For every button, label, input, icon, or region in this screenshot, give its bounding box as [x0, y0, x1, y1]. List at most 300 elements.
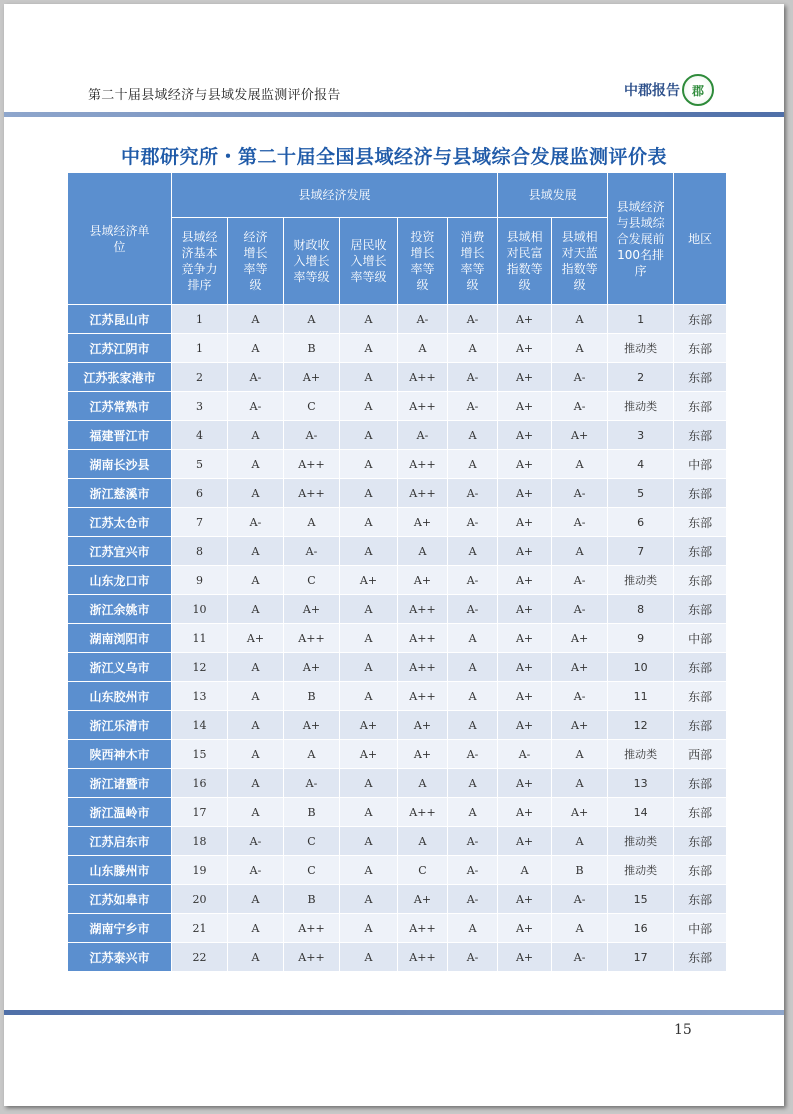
- cell-region: 东部: [674, 856, 727, 885]
- cell-econ: A: [228, 943, 284, 972]
- cell-invest: A+: [398, 566, 448, 595]
- cell-region: 东部: [674, 827, 727, 856]
- cell-econ: A: [228, 421, 284, 450]
- cell-econ: A: [228, 682, 284, 711]
- cell-econ: A: [228, 885, 284, 914]
- cell-fiscal: A: [284, 740, 340, 769]
- cell-consume: A-: [448, 595, 498, 624]
- header-sub-econ: 经济增长率等级: [228, 218, 284, 305]
- cell-rank: 7: [172, 508, 228, 537]
- cell-sky: A+: [552, 798, 608, 827]
- cell-rich: A+: [498, 334, 552, 363]
- cell-sky: B: [552, 856, 608, 885]
- cell-rich: A+: [498, 682, 552, 711]
- cell-region: 东部: [674, 595, 727, 624]
- cell-rich: A+: [498, 827, 552, 856]
- cell-unit: 山东龙口市: [68, 566, 172, 595]
- cell-region: 东部: [674, 334, 727, 363]
- header-group-dev: 县域发展: [498, 173, 608, 218]
- cell-unit: 山东胶州市: [68, 682, 172, 711]
- table-row: [68, 450, 727, 479]
- cell-consume: A: [448, 421, 498, 450]
- cell-top100: 13: [608, 769, 674, 798]
- table-row: [68, 508, 727, 537]
- cell-econ: A: [228, 740, 284, 769]
- table-row: [68, 914, 727, 943]
- table-row: [68, 740, 727, 769]
- cell-econ: A: [228, 305, 284, 334]
- cell-top100: 推动类: [608, 740, 674, 769]
- cell-econ: A-: [228, 363, 284, 392]
- cell-fiscal: A++: [284, 943, 340, 972]
- cell-unit: 浙江乐清市: [68, 711, 172, 740]
- cell-sky: A-: [552, 682, 608, 711]
- table-row: [68, 421, 727, 450]
- cell-econ: A: [228, 595, 284, 624]
- cell-income: A: [340, 450, 398, 479]
- cell-fiscal: A-: [284, 769, 340, 798]
- cell-rank: 22: [172, 943, 228, 972]
- cell-econ: A-: [228, 827, 284, 856]
- cell-rich: A+: [498, 537, 552, 566]
- cell-income: A+: [340, 566, 398, 595]
- cell-region: 东部: [674, 508, 727, 537]
- cell-unit: 浙江诸暨市: [68, 769, 172, 798]
- cell-econ: A: [228, 450, 284, 479]
- cell-consume: A: [448, 711, 498, 740]
- table-row: [68, 305, 727, 334]
- cell-econ: A: [228, 334, 284, 363]
- cell-econ: A+: [228, 624, 284, 653]
- cell-invest: A++: [398, 624, 448, 653]
- cell-unit: 江苏启东市: [68, 827, 172, 856]
- cell-invest: A++: [398, 943, 448, 972]
- cell-sky: A-: [552, 392, 608, 421]
- cell-consume: A: [448, 624, 498, 653]
- header-sub-rank: 县域经济基本竞争力排序: [172, 218, 228, 305]
- cell-region: 东部: [674, 537, 727, 566]
- cell-rich: A+: [498, 798, 552, 827]
- cell-rank: 12: [172, 653, 228, 682]
- cell-sky: A: [552, 740, 608, 769]
- cell-fiscal: A++: [284, 479, 340, 508]
- cell-sky: A-: [552, 595, 608, 624]
- table-row: [68, 392, 727, 421]
- cell-rich: A+: [498, 392, 552, 421]
- cell-consume: A-: [448, 363, 498, 392]
- cell-sky: A-: [552, 943, 608, 972]
- table-row: [68, 798, 727, 827]
- cell-invest: A++: [398, 392, 448, 421]
- cell-invest: A++: [398, 450, 448, 479]
- cell-econ: A: [228, 711, 284, 740]
- cell-econ: A: [228, 537, 284, 566]
- cell-income: A: [340, 914, 398, 943]
- cell-fiscal: A+: [284, 711, 340, 740]
- cell-region: 东部: [674, 566, 727, 595]
- cell-top100: 3: [608, 421, 674, 450]
- cell-unit: 浙江义乌市: [68, 653, 172, 682]
- cell-unit: 江苏太仓市: [68, 508, 172, 537]
- cell-income: A: [340, 856, 398, 885]
- cell-econ: A-: [228, 856, 284, 885]
- cell-consume: A-: [448, 740, 498, 769]
- cell-unit: 江苏张家港市: [68, 363, 172, 392]
- cell-consume: A-: [448, 827, 498, 856]
- cell-rich: A+: [498, 769, 552, 798]
- cell-unit: 江苏宜兴市: [68, 537, 172, 566]
- cell-invest: A: [398, 537, 448, 566]
- cell-consume: A-: [448, 479, 498, 508]
- cell-income: A: [340, 595, 398, 624]
- cell-invest: A++: [398, 798, 448, 827]
- cell-invest: A+: [398, 740, 448, 769]
- header-top100: 县域经济与县域综合发展前100名排序: [608, 173, 674, 305]
- cell-consume: A: [448, 653, 498, 682]
- cell-unit: 湖南浏阳市: [68, 624, 172, 653]
- header-unit: 县域经济单位: [68, 173, 172, 305]
- cell-rank: 6: [172, 479, 228, 508]
- cell-econ: A: [228, 769, 284, 798]
- cell-rank: 13: [172, 682, 228, 711]
- cell-region: 东部: [674, 682, 727, 711]
- cell-fiscal: C: [284, 827, 340, 856]
- cell-top100: 2: [608, 363, 674, 392]
- cell-top100: 15: [608, 885, 674, 914]
- cell-sky: A+: [552, 711, 608, 740]
- cell-rank: 5: [172, 450, 228, 479]
- header-region: 地区: [674, 173, 727, 305]
- cell-econ: A-: [228, 508, 284, 537]
- cell-sky: A+: [552, 653, 608, 682]
- table-row: [68, 334, 727, 363]
- cell-rich: A+: [498, 653, 552, 682]
- header-sub-sky: 县域相对天蓝指数等级: [552, 218, 608, 305]
- cell-rank: 21: [172, 914, 228, 943]
- cell-invest: A-: [398, 305, 448, 334]
- header-group-econ: 县域经济发展: [172, 173, 498, 218]
- cell-rich: A+: [498, 421, 552, 450]
- cell-sky: A-: [552, 885, 608, 914]
- cell-unit: 福建晋江市: [68, 421, 172, 450]
- cell-sky: A: [552, 537, 608, 566]
- cell-unit: 江苏昆山市: [68, 305, 172, 334]
- cell-rank: 15: [172, 740, 228, 769]
- header-sub-income: 居民收入增长率等级: [340, 218, 398, 305]
- cell-invest: C: [398, 856, 448, 885]
- cell-fiscal: A+: [284, 363, 340, 392]
- cell-sky: A-: [552, 363, 608, 392]
- table-row: [68, 943, 727, 972]
- footer-rule: [4, 1010, 784, 1015]
- cell-region: 东部: [674, 392, 727, 421]
- cell-region: 中部: [674, 450, 727, 479]
- logo-text: 中郡报告: [624, 83, 680, 99]
- cell-sky: A+: [552, 421, 608, 450]
- cell-fiscal: B: [284, 798, 340, 827]
- cell-consume: A-: [448, 943, 498, 972]
- cell-top100: 16: [608, 914, 674, 943]
- page-number: 15: [674, 1022, 692, 1038]
- cell-top100: 8: [608, 595, 674, 624]
- cell-consume: A-: [448, 856, 498, 885]
- cell-rich: A-: [498, 740, 552, 769]
- cell-invest: A++: [398, 479, 448, 508]
- table-row: [68, 537, 727, 566]
- cell-top100: 17: [608, 943, 674, 972]
- cell-sky: A: [552, 914, 608, 943]
- cell-rank: 10: [172, 595, 228, 624]
- cell-invest: A: [398, 827, 448, 856]
- cell-region: 中部: [674, 914, 727, 943]
- header-sub-invest: 投资增长率等级: [398, 218, 448, 305]
- cell-invest: A++: [398, 653, 448, 682]
- cell-sky: A: [552, 334, 608, 363]
- cell-rich: A+: [498, 914, 552, 943]
- cell-rich: A: [498, 856, 552, 885]
- cell-fiscal: A++: [284, 450, 340, 479]
- cell-top100: 10: [608, 653, 674, 682]
- cell-income: A: [340, 885, 398, 914]
- cell-income: A: [340, 479, 398, 508]
- cell-income: A: [340, 392, 398, 421]
- table-row: [68, 769, 727, 798]
- cell-rank: 1: [172, 305, 228, 334]
- cell-rank: 1: [172, 334, 228, 363]
- cell-sky: A+: [552, 624, 608, 653]
- cell-income: A: [340, 334, 398, 363]
- cell-unit: 湖南长沙县: [68, 450, 172, 479]
- cell-region: 东部: [674, 305, 727, 334]
- cell-sky: A: [552, 305, 608, 334]
- table-row: [68, 595, 727, 624]
- cell-invest: A+: [398, 711, 448, 740]
- cell-income: A: [340, 827, 398, 856]
- cell-rich: A+: [498, 479, 552, 508]
- cell-sky: A-: [552, 508, 608, 537]
- cell-region: 中部: [674, 624, 727, 653]
- cell-region: 东部: [674, 769, 727, 798]
- evaluation-table: [67, 172, 727, 972]
- cell-income: A+: [340, 740, 398, 769]
- cell-consume: A: [448, 914, 498, 943]
- cell-fiscal: A: [284, 508, 340, 537]
- header-sub-consume: 消费增长率等级: [448, 218, 498, 305]
- cell-income: A: [340, 798, 398, 827]
- table-body: [68, 305, 727, 972]
- cell-fiscal: B: [284, 885, 340, 914]
- cell-region: 西部: [674, 740, 727, 769]
- cell-top100: 推动类: [608, 334, 674, 363]
- cell-fiscal: A+: [284, 595, 340, 624]
- logo-seal-icon: [682, 74, 714, 106]
- cell-rank: 9: [172, 566, 228, 595]
- cell-income: A: [340, 653, 398, 682]
- cell-consume: A-: [448, 392, 498, 421]
- cell-econ: A: [228, 653, 284, 682]
- cell-sky: A-: [552, 566, 608, 595]
- table-row: [68, 711, 727, 740]
- cell-invest: A++: [398, 595, 448, 624]
- cell-rich: A+: [498, 595, 552, 624]
- cell-region: 东部: [674, 943, 727, 972]
- cell-top100: 推动类: [608, 392, 674, 421]
- table-row: [68, 624, 727, 653]
- cell-rich: A+: [498, 885, 552, 914]
- cell-fiscal: C: [284, 856, 340, 885]
- cell-consume: A: [448, 334, 498, 363]
- cell-unit: 湖南宁乡市: [68, 914, 172, 943]
- table-row: [68, 856, 727, 885]
- cell-top100: 12: [608, 711, 674, 740]
- cell-rich: A+: [498, 566, 552, 595]
- cell-top100: 推动类: [608, 856, 674, 885]
- header-sub-rich: 县域相对民富指数等级: [498, 218, 552, 305]
- header-sub-fiscal: 财政收入增长率等级: [284, 218, 340, 305]
- cell-rank: 4: [172, 421, 228, 450]
- cell-rich: A+: [498, 363, 552, 392]
- cell-region: 东部: [674, 421, 727, 450]
- cell-invest: A+: [398, 508, 448, 537]
- cell-unit: 江苏泰兴市: [68, 943, 172, 972]
- cell-fiscal: C: [284, 566, 340, 595]
- cell-invest: A-: [398, 421, 448, 450]
- table-row: [68, 682, 727, 711]
- table-row: [68, 479, 727, 508]
- cell-invest: A: [398, 769, 448, 798]
- cell-region: 东部: [674, 479, 727, 508]
- cell-fiscal: A: [284, 305, 340, 334]
- cell-fiscal: A-: [284, 421, 340, 450]
- cell-top100: 推动类: [608, 827, 674, 856]
- cell-unit: 浙江慈溪市: [68, 479, 172, 508]
- cell-top100: 7: [608, 537, 674, 566]
- cell-top100: 9: [608, 624, 674, 653]
- cell-invest: A+: [398, 885, 448, 914]
- cell-sky: A: [552, 769, 608, 798]
- cell-fiscal: B: [284, 334, 340, 363]
- cell-unit: 浙江温岭市: [68, 798, 172, 827]
- cell-fiscal: A-: [284, 537, 340, 566]
- cell-rank: 18: [172, 827, 228, 856]
- table-row: [68, 566, 727, 595]
- cell-income: A: [340, 363, 398, 392]
- cell-unit: 江苏如皋市: [68, 885, 172, 914]
- cell-top100: 14: [608, 798, 674, 827]
- cell-top100: 5: [608, 479, 674, 508]
- cell-rich: A+: [498, 624, 552, 653]
- cell-rank: 8: [172, 537, 228, 566]
- cell-invest: A++: [398, 363, 448, 392]
- running-header-title: 第二十届县域经济与县域发展监测评价报告: [88, 88, 341, 103]
- cell-invest: A++: [398, 914, 448, 943]
- cell-rich: A+: [498, 943, 552, 972]
- cell-unit: 山东滕州市: [68, 856, 172, 885]
- cell-top100: 4: [608, 450, 674, 479]
- cell-top100: 1: [608, 305, 674, 334]
- seal-text: 郡: [691, 83, 704, 98]
- cell-income: A: [340, 769, 398, 798]
- cell-econ: A: [228, 566, 284, 595]
- cell-rank: 19: [172, 856, 228, 885]
- cell-unit: 浙江余姚市: [68, 595, 172, 624]
- cell-fiscal: A++: [284, 624, 340, 653]
- cell-income: A: [340, 305, 398, 334]
- cell-fiscal: C: [284, 392, 340, 421]
- cell-econ: A: [228, 914, 284, 943]
- table-row: [68, 363, 727, 392]
- table-row: [68, 827, 727, 856]
- cell-consume: A-: [448, 566, 498, 595]
- cell-top100: 11: [608, 682, 674, 711]
- cell-invest: A: [398, 334, 448, 363]
- cell-consume: A-: [448, 508, 498, 537]
- cell-region: 东部: [674, 798, 727, 827]
- table-title: 中郡研究所・第二十届全国县域经济与县域综合发展监测评价表: [120, 146, 667, 168]
- cell-top100: 6: [608, 508, 674, 537]
- cell-rich: A+: [498, 711, 552, 740]
- cell-income: A: [340, 624, 398, 653]
- cell-consume: A-: [448, 305, 498, 334]
- cell-consume: A-: [448, 885, 498, 914]
- cell-econ: A: [228, 479, 284, 508]
- cell-rank: 11: [172, 624, 228, 653]
- cell-top100: 推动类: [608, 566, 674, 595]
- table-row: [68, 653, 727, 682]
- cell-rank: 17: [172, 798, 228, 827]
- cell-income: A: [340, 682, 398, 711]
- cell-consume: A: [448, 769, 498, 798]
- cell-consume: A: [448, 682, 498, 711]
- cell-income: A: [340, 943, 398, 972]
- cell-fiscal: A+: [284, 653, 340, 682]
- cell-rank: 20: [172, 885, 228, 914]
- cell-econ: A-: [228, 392, 284, 421]
- cell-income: A+: [340, 711, 398, 740]
- cell-invest: A++: [398, 682, 448, 711]
- cell-sky: A: [552, 827, 608, 856]
- cell-rich: A+: [498, 305, 552, 334]
- cell-econ: A: [228, 798, 284, 827]
- cell-consume: A: [448, 450, 498, 479]
- header-rule: [4, 112, 784, 117]
- cell-income: A: [340, 537, 398, 566]
- cell-consume: A: [448, 537, 498, 566]
- cell-income: A: [340, 421, 398, 450]
- cell-sky: A-: [552, 479, 608, 508]
- cell-region: 东部: [674, 653, 727, 682]
- cell-unit: 江苏常熟市: [68, 392, 172, 421]
- cell-income: A: [340, 508, 398, 537]
- report-page: [4, 4, 784, 1106]
- cell-rich: A+: [498, 450, 552, 479]
- table-row: [68, 885, 727, 914]
- cell-rank: 2: [172, 363, 228, 392]
- cell-sky: A: [552, 450, 608, 479]
- cell-region: 东部: [674, 711, 727, 740]
- cell-rank: 3: [172, 392, 228, 421]
- cell-consume: A: [448, 798, 498, 827]
- cell-fiscal: A++: [284, 914, 340, 943]
- cell-unit: 陕西神木市: [68, 740, 172, 769]
- cell-rank: 14: [172, 711, 228, 740]
- cell-unit: 江苏江阴市: [68, 334, 172, 363]
- cell-rank: 16: [172, 769, 228, 798]
- cell-rich: A+: [498, 508, 552, 537]
- cell-region: 东部: [674, 363, 727, 392]
- cell-fiscal: B: [284, 682, 340, 711]
- cell-region: 东部: [674, 885, 727, 914]
